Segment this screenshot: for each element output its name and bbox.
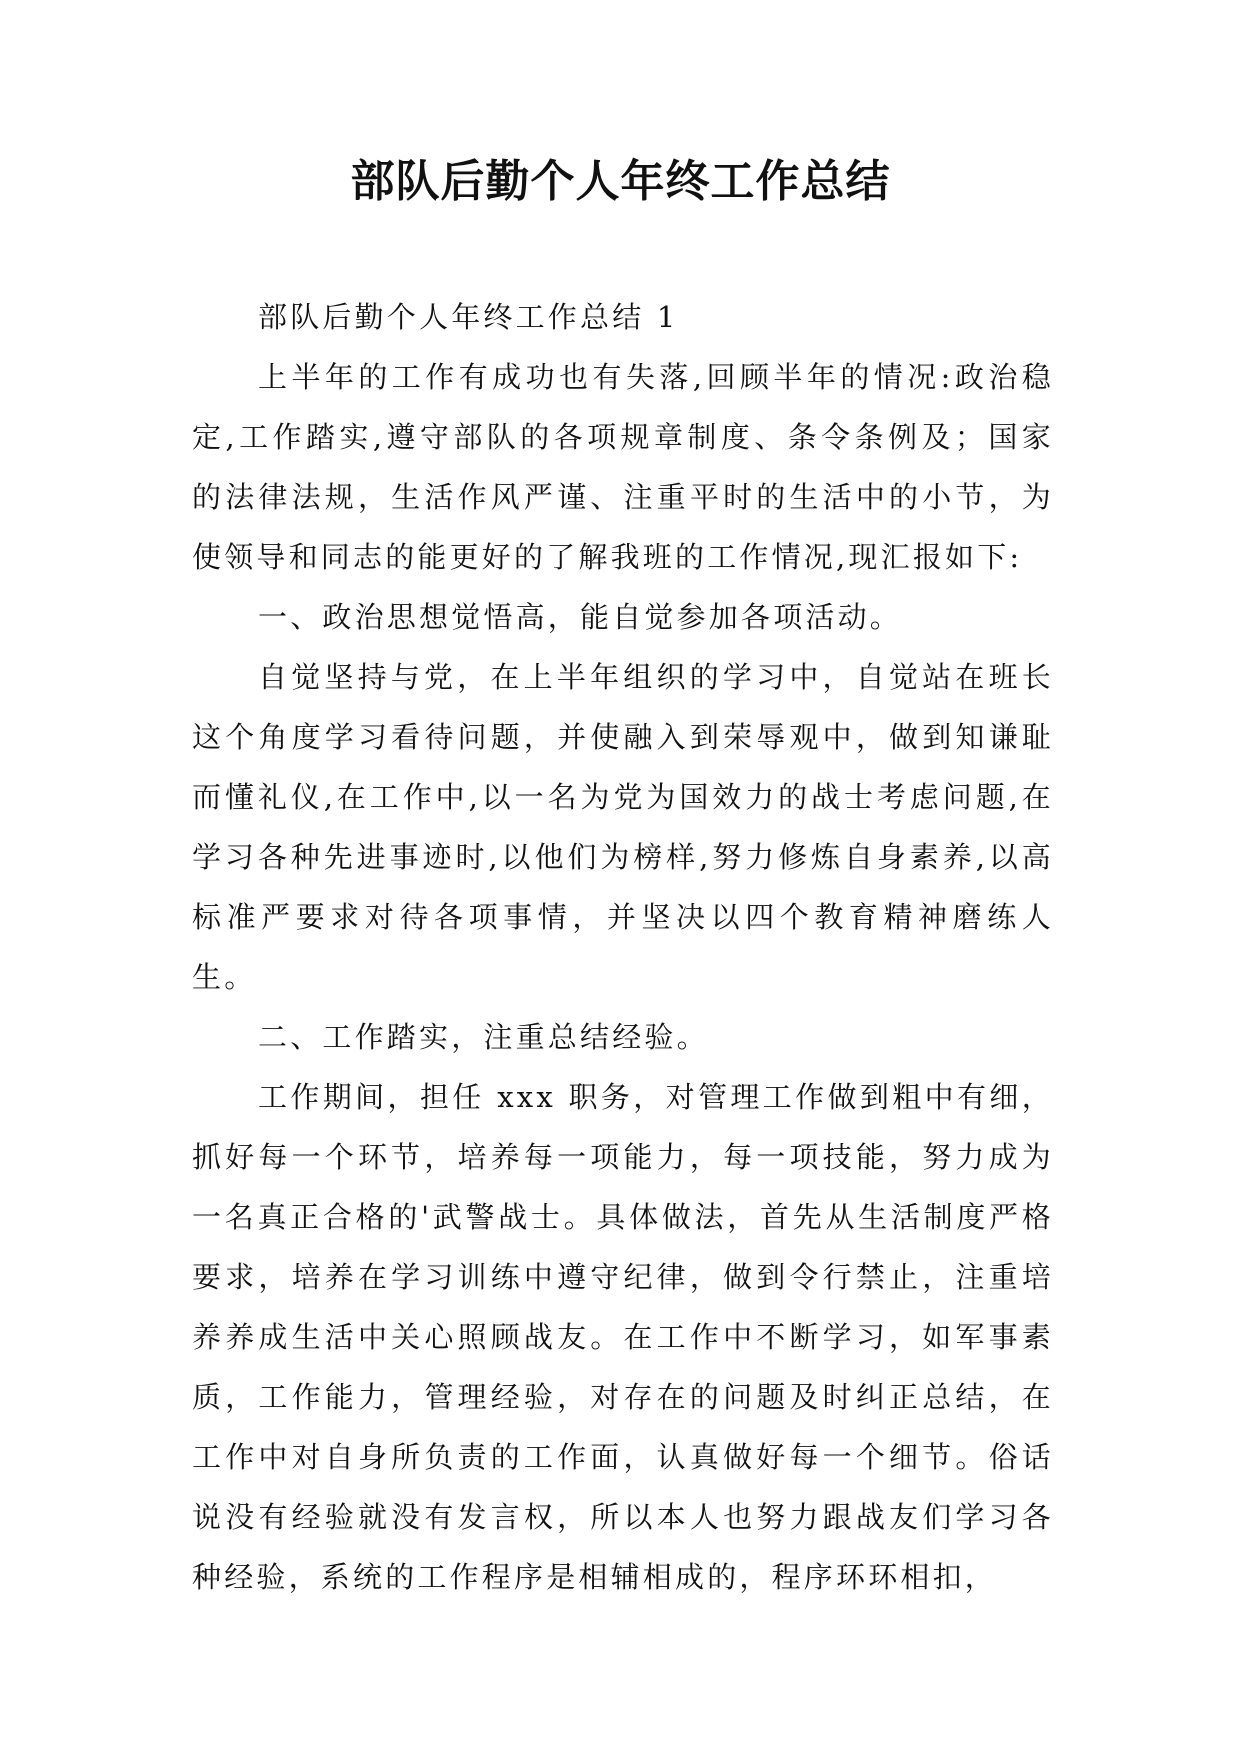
paragraph-work: 工作期间，担任 xxx 职务，对管理工作做到粗中有细，抓好每一个环节，培养每一项能力，每一项技能，努力成为一名真正合格的'武警战士。具体做法，首先从生活制度严格要求，培养在学习训练中遵守纪律，做到令行禁止，注重培养养成生活中关心照顾战友。在工作中不断学习，如军事素质，工作能力，管理经验，对存在的问题及时纠正总结，在工作中对自身所负责的工作面，认真做好每一个细节。俗话说没有经验就没有发言权，所以本人也努力跟战友们学习各种经验，系统的工作程序是相辅相成的，程序环环相扣， [192, 1080, 1054, 1594]
section-subtitle: 部队后勤个人年终工作总结 1 [258, 300, 679, 334]
section-heading-1: 一、政治思想觉悟高，能自觉参加各项活动。 [258, 600, 903, 634]
paragraph-political: 自觉坚持与党，在上半年组织的学习中，自觉站在班长这个角度学习看待问题，并使融入到荣辱观中，做到知谦耻而懂礼仪,在工作中,以一名为党为国效力的战士考虑问题,在学习各种先进事迹时,以他们为榜样,努力修炼自身素养,以高标准严要求对待各项事情，并坚决以四个教育精神磨练人生。 [192, 660, 1054, 994]
section-heading-2: 二、工作踏实，注重总结经验。 [258, 1020, 709, 1054]
document-title: 部队后勤个人年终工作总结 [350, 156, 891, 207]
document-body [192, 287, 1054, 1607]
paragraph-intro: 上半年的工作有成功也有失落,回顾半年的情况:政治稳定,工作踏实,遵守部队的各项规章制度、条令条例及；国家的法律法规，生活作风严谨、注重平时的生活中的小节，为使领导和同志的能更好的了解我班的工作情况,现汇报如下: [192, 360, 1054, 574]
